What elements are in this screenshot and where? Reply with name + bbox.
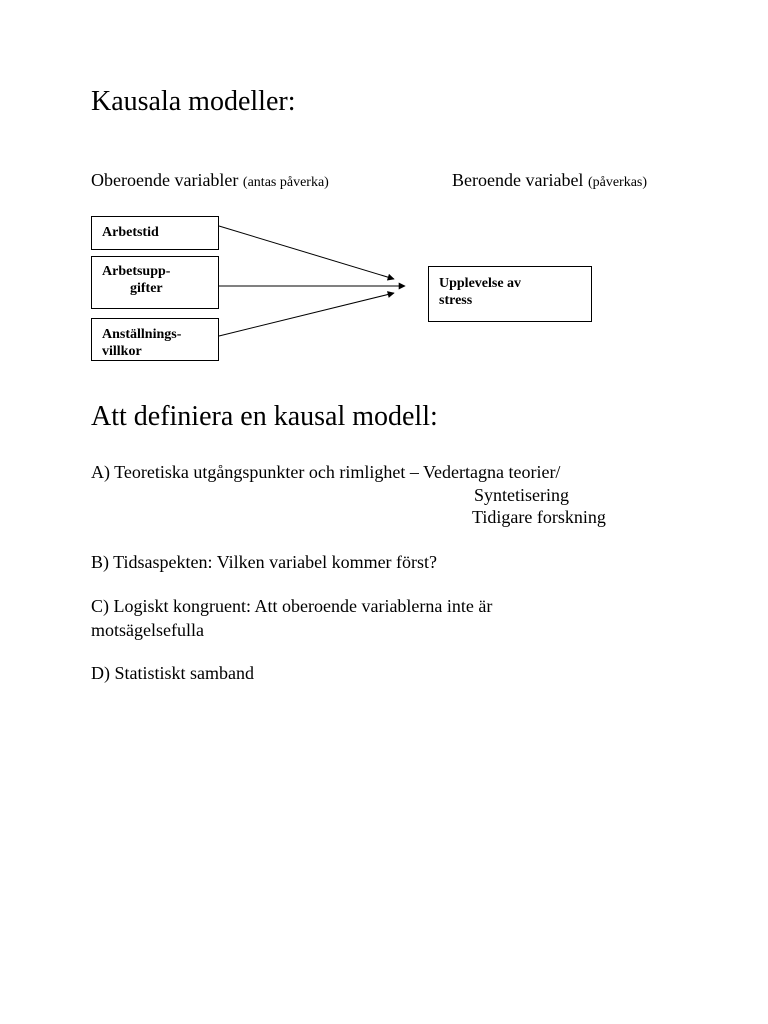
section-heading: Att definiera en kausal modell: <box>91 401 438 432</box>
input-box-label: Arbetsupp- <box>102 264 171 279</box>
independent-note: (antas påverka) <box>242 175 329 190</box>
input-box-anstallningsvillkor <box>91 318 219 361</box>
dependent-label: Beroende variabel <box>452 170 584 190</box>
output-box-label-line2: stress <box>439 293 473 308</box>
input-box-label-line2: gifter <box>130 281 163 296</box>
independent-label: Oberoende variabler <box>91 170 239 190</box>
page-title: Kausala modeller: <box>91 86 296 117</box>
input-box-arbetsuppgifter <box>91 256 219 309</box>
point-b: B) Tidsaspekten: Vilken variabel kommer först? <box>91 552 438 572</box>
input-box-label-line2: villkor <box>102 344 142 359</box>
input-box-arbetstid <box>91 216 219 250</box>
point-a-sub1: Syntetisering <box>474 485 569 505</box>
output-box-label: Upplevelse av <box>439 276 522 291</box>
arrow-arbetstid <box>219 226 394 279</box>
point-d: D) Statistiskt samband <box>91 663 254 683</box>
input-box-label: Arbetstid <box>102 225 159 240</box>
point-c: C) Logiskt kongruent: Att oberoende variablerna inte är <box>91 596 493 616</box>
point-c-line2: motsägelsefulla <box>91 620 204 640</box>
point-a: A) Teoretiska utgångspunkter och rimlighet – Vedertagna teorier/ <box>91 462 561 482</box>
point-a-sub2: Tidigare forskning <box>472 507 606 527</box>
dependent-note: (påverkas) <box>587 175 648 190</box>
output-box-stress <box>428 266 592 322</box>
input-box-label: Anställnings- <box>102 327 182 342</box>
arrow-anstallningsvillkor <box>219 293 394 336</box>
